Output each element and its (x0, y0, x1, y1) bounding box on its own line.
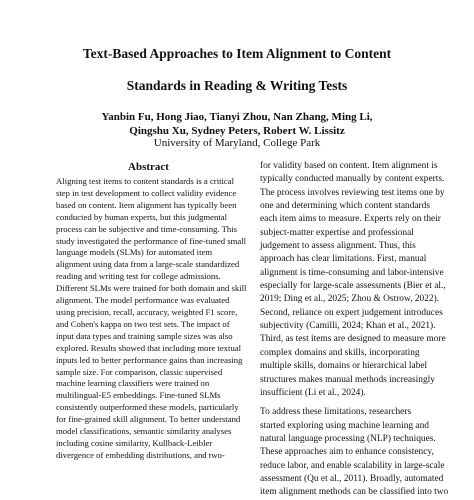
abstract-line: alignment. The model performance was evaluated (56, 295, 230, 306)
intro-line: judgement to assess alignment. Thus, this (260, 241, 416, 252)
intro-line: subject-matter expertise and professional (260, 227, 414, 238)
intro-line: alignment is time-consuming and labor-intensive (260, 267, 444, 278)
intro-line: reduce labor, and enable scalability in large-scale (260, 460, 445, 471)
intro-line: started exploring using machine learning and (260, 420, 429, 431)
intro-line: To address these limitations, researchers (260, 407, 412, 418)
author-list-line-2: Qingshu Xu, Sydney Peters, Robert W. Lissitz (129, 125, 345, 137)
intro-line: The process involves reviewing test items one by (260, 187, 445, 198)
abstract-line: multilingual-E5 embeddings. Fine-tuned SLMs (56, 390, 221, 401)
abstract-line: and Cohen's kappa on two test sets. The impact of (56, 318, 230, 329)
abstract-line: based on content. Item alignment has typically been (56, 199, 237, 210)
paper-title-line-2: Standards in Reading & Writing Tests (126, 78, 348, 93)
intro-line: approach has clear limitations. First, manual (260, 254, 427, 265)
intro-line: 2019; Ding et al., 2025; Zhou & Ostrow, 2022). (260, 294, 440, 305)
abstract-line: including cosine similarity, Kullback-Leibler (56, 437, 213, 448)
author-affiliation: University of Maryland, College Park (153, 137, 321, 149)
abstract-line: explored. Results showed that including more textual (56, 342, 242, 353)
abstract-line: process can be subjective and time-consuming. This (56, 223, 238, 234)
abstract-line: consistently outperformed these models, particularly (56, 402, 239, 413)
author-list-line-1: Yanbin Fu, Hong Jiao, Tianyi Zhou, Nan Zhang, Ming Li, (101, 111, 373, 123)
intro-line: item alignment methods can be classified into two (260, 487, 449, 498)
abstract-line: input data types and training sample sizes was also (56, 330, 233, 341)
intro-line: These approaches aim to enhance consistency, (260, 447, 434, 458)
intro-line: each item aims to measure. Experts rely on their (260, 214, 441, 225)
intro-line: typically conducted manually by content experts. (260, 174, 445, 185)
intro-line: especially for large-scale assessments (Bier et al., (260, 281, 446, 292)
abstract-line: machine learning classifiers were trained on (56, 378, 210, 389)
abstract-line: step in test development to collect validity evidence (56, 187, 237, 198)
abstract-line: reading and writing test for college admissions. (56, 271, 221, 282)
abstract-line: alignment using data from a large-scale standardized (56, 259, 240, 270)
intro-line: assessment (Qu et al., 2011). Broadly, automated (260, 473, 444, 484)
abstract-line: Different SLMs were trained for both domain and skill (56, 283, 247, 294)
intro-line: one and determining which content standards (260, 201, 431, 212)
abstract-line: sample size. For comparison, classic supervised (56, 366, 223, 377)
intro-line: subjectivity (Camilli, 2024; Khan et al., 2021). (260, 321, 436, 332)
intro-line: for validity based on content. Item alignment is (260, 161, 438, 171)
abstract-line: study investigated the performance of fine-tuned small (56, 235, 247, 246)
intro-line: Second, reliance on expert judgement introduces (260, 307, 443, 318)
intro-line: multiple skills, domains or hierarchical label (260, 361, 428, 372)
abstract-line: using precision, recall, accuracy, weighted F1 score, (56, 306, 238, 317)
abstract-line: Aligning test items to content standards is a critical (56, 176, 235, 186)
introduction-column (260, 160, 449, 498)
intro-line: Third, as test items are designed to measure more (260, 334, 446, 345)
abstract-line: for fine-grained skill alignment. To better understand (56, 414, 241, 425)
abstract-column (56, 160, 247, 474)
intro-line: structures makes manual methods increasingly (260, 374, 435, 385)
intro-line: natural language processing (NLP) techniques. (260, 433, 436, 444)
introduction-body (260, 160, 449, 500)
intro-line: complex domains and skills, incorporating (260, 347, 420, 358)
abstract-heading: Abstract (128, 161, 169, 173)
abstract-line: conducted by human experts, but this judgmental (56, 211, 228, 222)
abstract-line: divergence of embedding distributions, and two- (56, 449, 225, 460)
paper-title-line-1: Text-Based Approaches to Item Alignment to Content (82, 46, 392, 61)
abstract-body (56, 176, 247, 462)
abstract-line: model classifications, semantic similarity analyses (56, 426, 232, 437)
abstract-line: language models (SLMs) for automated item (56, 247, 213, 258)
abstract-line: inputs led to better performance gains than increasing (56, 354, 243, 365)
intro-line: insufficient (Li et al., 2024). (260, 387, 366, 398)
